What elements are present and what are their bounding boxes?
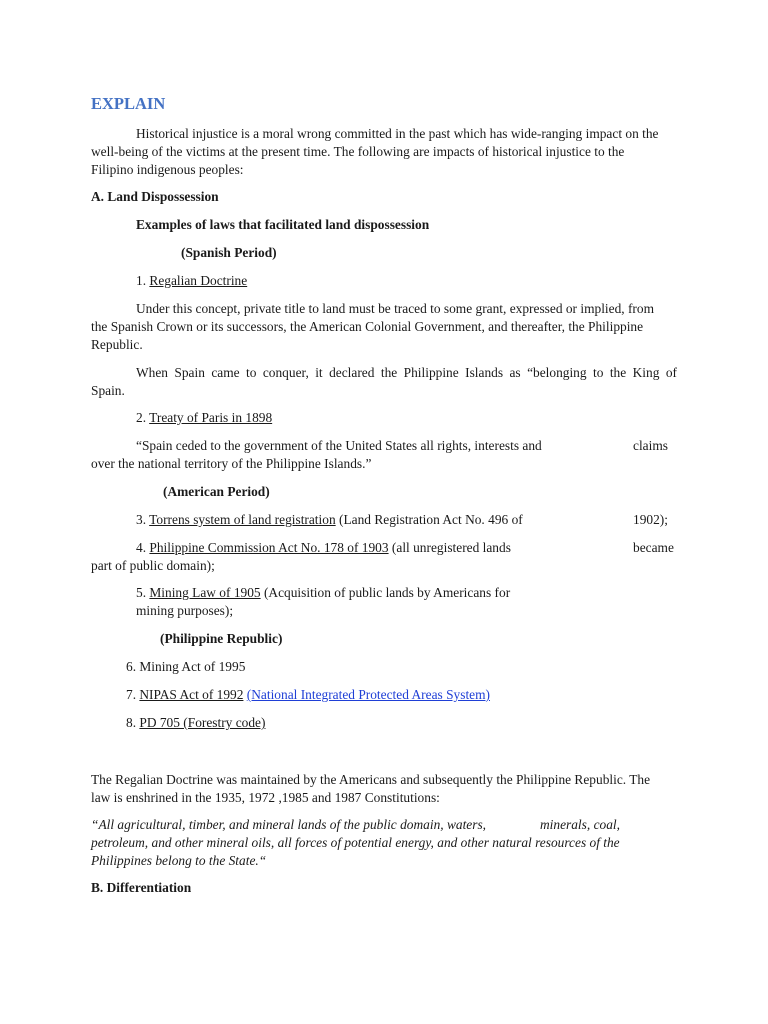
treaty-quote-line-2: over the national territory of the Philippine Islands.” bbox=[91, 456, 372, 471]
list-item-4 bbox=[136, 539, 511, 557]
list-item-detail: (Acquisition of public lands by Americans for bbox=[260, 585, 511, 600]
regalian-doctrine-label: Regalian Doctrine bbox=[149, 273, 248, 288]
treaty-of-paris-label: Treaty of Paris in 1898 bbox=[149, 410, 273, 425]
list-item-number: 1. bbox=[136, 273, 150, 288]
american-period-label: (American Period) bbox=[163, 484, 270, 499]
treaty-quote-line-1-end: claims bbox=[633, 438, 668, 453]
intro-line-3: Filipino indigenous peoples: bbox=[91, 162, 244, 177]
list-item-number: 2. bbox=[136, 410, 150, 425]
torrens-system-label: Torrens system of land registration bbox=[149, 512, 336, 527]
nipas-act-label: NIPAS Act of 1992 bbox=[139, 687, 244, 702]
constitution-quote-line-3: Philippines belong to the State.“ bbox=[91, 853, 267, 868]
treaty-quote-line-1: “Spain ceded to the government of the United States all rights, interests and bbox=[136, 438, 542, 453]
section-b-title: B. Differentiation bbox=[91, 880, 192, 895]
section-a-title: A. Land Dispossession bbox=[91, 189, 219, 204]
section-heading: EXPLAIN bbox=[91, 94, 166, 113]
philippine-commission-act-label: Philippine Commission Act No. 178 of 1903 bbox=[149, 540, 389, 555]
list-item-number: 3. bbox=[136, 512, 150, 527]
list-item-number: 4. bbox=[136, 540, 150, 555]
regalian-para-line-1: Under this concept, private title to land must be traced to some grant, expressed or implied, from bbox=[136, 301, 654, 316]
philippine-republic-label: (Philippine Republic) bbox=[160, 631, 283, 646]
list-item-8 bbox=[126, 714, 265, 732]
list-item-5-line-2: mining purposes); bbox=[136, 603, 234, 618]
constitution-quote-line-1: “All agricultural, timber, and mineral lands of the public domain, waters, bbox=[91, 817, 487, 832]
list-item-detail: (Land Registration Act No. 496 of bbox=[335, 512, 523, 527]
regalian-summary-line-2: law is enshrined in the 1935, 1972 ,1985 and 1987 Constitutions: bbox=[91, 790, 440, 805]
mining-law-label: Mining Law of 1905 bbox=[149, 585, 261, 600]
regalian-para-line-3: Republic. bbox=[91, 337, 143, 352]
spain-para-line-1: When Spain came to conquer, it declared the Philippine Islands as “belonging to the King of bbox=[136, 365, 677, 380]
list-item-3-end: 1902); bbox=[633, 512, 668, 527]
list-item-7 bbox=[126, 686, 490, 704]
nipas-link[interactable]: (National Integrated Protected Areas System) bbox=[246, 687, 490, 702]
regalian-summary-line-1: The Regalian Doctrine was maintained by the Americans and subsequently the Philippine Republic. The bbox=[91, 772, 651, 787]
list-item-6: 6. Mining Act of 1995 bbox=[126, 659, 246, 674]
spain-para-line-2: Spain. bbox=[91, 383, 125, 398]
list-item-number: 7. bbox=[126, 687, 140, 702]
list-item-3 bbox=[136, 511, 523, 529]
intro-line-2: well-being of the victims at the present time. The following are impacts of historical injustice to the bbox=[91, 144, 625, 159]
spanish-period-label: (Spanish Period) bbox=[181, 245, 277, 260]
list-item-2 bbox=[136, 409, 272, 427]
list-item-4-line-2: part of public domain); bbox=[91, 558, 215, 573]
list-item-5 bbox=[136, 584, 510, 602]
list-item-number: 5. bbox=[136, 585, 150, 600]
intro-line-1: Historical injustice is a moral wrong committed in the past which has wide-ranging impact on the bbox=[136, 126, 659, 141]
constitution-quote-line-1-end: minerals, coal, bbox=[540, 817, 620, 832]
list-item-1 bbox=[136, 272, 247, 290]
constitution-quote-line-2: petroleum, and other mineral oils, all forces of potential energy, and other natural resources of the bbox=[91, 835, 620, 850]
regalian-para-line-2: the Spanish Crown or its successors, the American Colonial Government, and thereafter, the Philippine bbox=[91, 319, 644, 334]
list-item-number: 8. bbox=[126, 715, 140, 730]
section-a-subtitle: Examples of laws that facilitated land dispossession bbox=[136, 217, 430, 232]
list-item-detail: (all unregistered lands bbox=[388, 540, 511, 555]
list-item-4-end: became bbox=[633, 540, 674, 555]
pd-705-label: PD 705 (Forestry code) bbox=[139, 715, 266, 730]
